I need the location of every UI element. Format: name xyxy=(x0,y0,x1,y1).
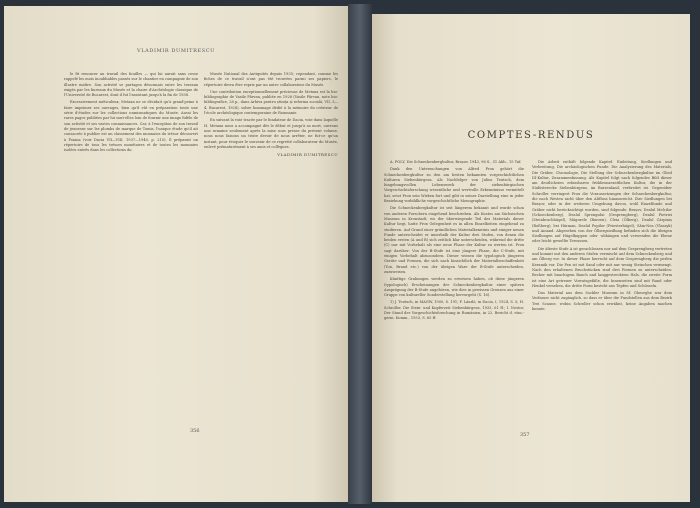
paragraph: En suivant la voie tracée par le fondateur de Dacia, voie dans laquelle H. Metaxa nous a accompagné dès le début et jusqu'à sa mort, ouvrons une semaine seulement après la mise sous presse du présent volume, nous nous faisons un triste devoir de nous arrêter, ne fut-ce qu'un instant, pour évoquer le souvenir de ce regretté collaborateur du Musée, enlevé prématurément à ses amis et collègues. xyxy=(204,118,338,149)
paragraph: Die älteste Stufe A ist gerachlossen nur auf dem Gesprengberg vertreten und kommt mit den anderen Stufen vermischt auf dem Schneckenberg und am Ölberg vor. In dieser Phase herrscht auf dem Gesprengberg die perlen Keramik vor. Die Fen ist mit Sand oder mit nur wenig Steinchen vermengt. Nach den erhaltenen Bruchstücken sind drei Formen zu unterscheiden: Becher mit bauchigem Bauch und langgestrecktem Hals, die zweite Form ist eine Art getreuer Vorratsgefäße, die Innenseiten sind mit Rand oder Henkel versehen, die dritte Form besteht aus Töpfen und Schüsseln. xyxy=(532,246,672,288)
paragraph: le fit renoncer au travail des fouilles — qui lui aurait sans cesse rappelé les mois inoubliables passés sur le chantier en compagnie de son illustre maître. Son activité se partagea désormais entre les travaux exigés par les bureaux du Musée et la chaire d'Archéologie classique de l'Université de Bucarest, dont il fut l'assistant jusqu'à la fin de 1938. xyxy=(64,72,198,98)
left-column-1 xyxy=(64,72,198,292)
page-number-left: 356 xyxy=(190,428,200,434)
paragraph: Musée National des Antiquités depuis 1935; cependant, comme les fiches de ce travail n'ont pas été trouvées parmi ses papiers, le répertoire devra être repris par un autre collaborateur du Musée. xyxy=(204,72,338,87)
page-number-right: 357 xyxy=(520,432,530,438)
right-column-1 xyxy=(384,160,524,424)
author-signature: VLADIMIR DUMITRESCU xyxy=(277,152,338,158)
page-title: COMPTES-RENDUS xyxy=(467,130,595,141)
paragraph: Künftige Grabungen werden zu erweisen haben, ob diese jüngeren (typologisch) Erscheinungen der Schneckenbergkultur einer spätern Ausprägung der B-Stufe angehören, wie dies in gewissen Grenzen aus einer Gruppe von kultureller Sonderstellung hervorgeht (S. 16). xyxy=(384,277,524,298)
paragraph: Das Material aus dem Sockler Museum in Sf. Gheorghe war dem Verfasser nicht zugänglich, so dass er über die Fundstellen aus dem Bezirk Trei Scaune, wohin Schroller schon erwähnt, keine Angaben machen konnte. xyxy=(532,291,672,312)
right-page xyxy=(372,14,690,502)
paragraph: Die Schneckenbergkultur ist seit längerem bekannt und wurde schon von anderen Forschern eingehend beschrieben. Als Kustos am Sächsischen Museum in Kronstadt, wo der überwiegende Teil des Materials dieser Kultur liegt, hatte Prox Gelegenheit es in allen Einzelheiten eingehend zu studieren. Auf Grund einer gründlichen Materialkenntnis und einiger neuen Funde unterscheidet er innerhalb der Kultur drei Stufen, von denen die beiden ersten (A und B) sich zeitlich klar unterscheiden, während die dritte (C) nur mit Vorbehalt als eine neue Phase der Kultur zu werten ist. Prox sagt darüber: Von der B-Stufe ist eine jüngere Phase, die C-Stufe, mit einigen Vorbehalt abzusondern. Dieser wiesen die typologisch jüngeren Gerüte und Formen, die sich nach hinsichtlich der Materialbeschaffenheit (Ton, Brand etc.) von der übrigen Ware der B-Stufe unterscheiden, zuzuweisen. xyxy=(384,206,524,274)
running-head: VLADIMIR DUMITRESCU xyxy=(137,48,215,54)
left-column-2 xyxy=(204,72,338,300)
paragraph: 1) J. Teutsch, in MAGW, 1900, S. 191; F. László, in Dacia, I, 1924, S. 5; H. Schroller, Die Stein- und Kupferzeit Siebenbürgens, 1933, 61 ff.; I. Nestor, Der Stand der Vorgeschichtsforschung in Rumänien, in 22. Bericht d. röm.-germ. Komm., 1933, S. 65 ff. xyxy=(384,300,524,321)
paragraph: Die Arbeit enthält folgende Kapitel: Einleitung, Siedlungen und Verbreitung, Die archäologischen Funde: Die Analysierung des Materials, Die Gräber, Chronologie, Die Stellung der Schneckenbergkultur im Glied III-Kultur, Zusammenfassung. Als Kapitel folgt nach folgendes Bild dieser am deutlichsten erfassbaren frühbronzezeitlichen Kultur, die in der Südösterecke Siebenbürgens, im Burzenland, verbreitet ist. Gegenüber Schroller verringert Prox die Voraussetzungen der Schneckenbergkultur, die nach Westen nicht über den Altfluss hinausreicht. Ihre Siedlungen bei Brașov, oder in der weiteren Umgebung davon, wohl Einzelfunde und Gräber nicht berücksichtigt worden, sind folgende: Brașov, Dealul Melcilor (Schneckenberg), Dealul Sprengului (Gesprengberg), Dealul Pietriei (Steinbruchhügel), Măgurele (Burzen), Cleia (Ölberg), Dealul Cărpiniș (Roßberg), bei Hărman, Dealul Popilor (Priesterhügel), Sâm-Nea (Vlaszyk) und Aniand. Abgesehen von der Ölbergsiedlung befinden sich die übrigen Siedlungen auf Hügelkuppen oder -abhängen und verwenden die Ebene oder leicht gewellte Terrassen. xyxy=(532,160,672,244)
paragraph: Une contribution exceptionnellement précieuse de Metaxa est la bio-bibliographie de Vasile Pârvan, publiée en 1928 (Vasile Pârvan, note bio-bibliografice, 28 p., dans Arhiva pentru știința și reforma socială, VII, 3—4, Bucarest, 1928), sobre hommage dédié à la mémoire du créateur de l'école archéologique contemporaine de Roumanie. xyxy=(204,89,338,116)
right-column-2 xyxy=(532,160,672,424)
paragraph: Excessivement méticuleux, Metaxa ne se décidait qu'à grand'peine à faire imprimer ses ouvrages, bien qu'il eût en préparation toute une série d'études sur les collections numismatiques du Musée. Aussi les rares pages publiées par lui sont-elles loin de fournir une image fidèle de son activité et ses vastes connaissances. Car, à l'exception de son travail de jeunesse sur les plombs de marque de Tomis, l'unique étude qu'il ait consacrée à publier est un classement des monnaies du trésor découvert à Poiana (voir Dacia VII—VIII, 1937—1940, p. 210). Il préparait un répertoire de tous les trésors monétaires et de toutes les monnaies isolées entrés dans les collections du xyxy=(64,100,198,153)
paragraph: A. POLY, Die Schneckenberghultur, Brașov, 1943, 96 S., 51 Abb., 15 Taf. xyxy=(390,160,522,164)
book-gutter xyxy=(348,4,372,504)
paragraph: Dank den Untersuchungen von Alfred Prox gehört die Schneckenbergkultur zu den am besten bekannten vorgeschichtlichen Kulturen Siebenbürgens. Als Nachfolger von Julius Teutsch, dem hingebungsvollen Lebenswerk der siebenbürgischen Vorgeschichtsforschung wesentliche und wertvolle Erkenntnisse vermittelt hat, setzt Prox sein Wirken fort und gibt in seiner Darstellung eine in jeder Beziehung vorbildliche vorgeschichtliche Monographie. xyxy=(384,167,524,204)
left-page xyxy=(4,6,348,502)
